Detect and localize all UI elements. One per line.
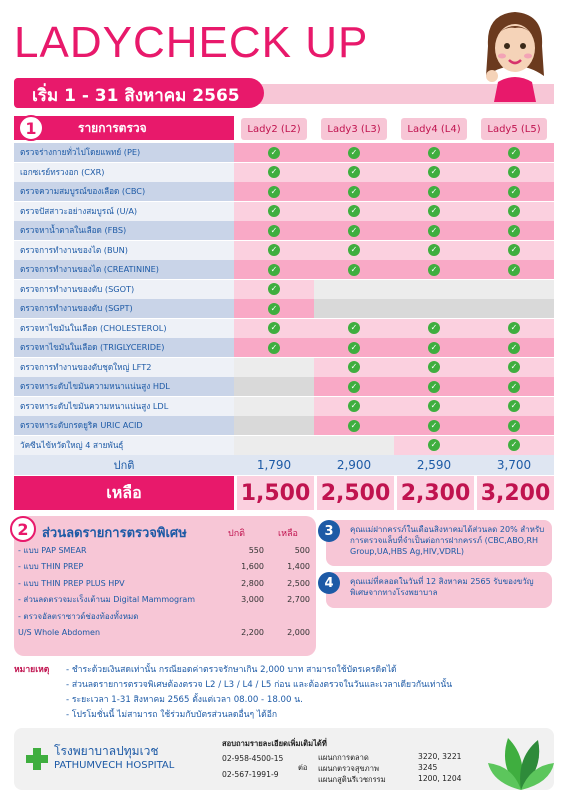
sale-price-l5: 3,200 <box>474 476 554 510</box>
table-row <box>14 280 554 299</box>
sale-price-l2: 1,500 <box>234 476 314 510</box>
check-icon: ✓ <box>268 264 280 276</box>
check-icon: ✓ <box>428 244 440 256</box>
row-cell <box>474 182 554 201</box>
row-cell <box>234 221 314 240</box>
check-icon: ✓ <box>508 439 520 451</box>
row-label: ตรวจร่างกายทั่วไปโดยแพทย์ (PE) <box>14 143 234 162</box>
row-cell <box>314 338 394 357</box>
special-item-normal: 2,800 <box>241 578 264 588</box>
row-cell <box>234 260 314 279</box>
check-icon: ✓ <box>268 322 280 334</box>
check-icon: ✓ <box>508 264 520 276</box>
check-icon: ✓ <box>348 381 360 393</box>
row-label: ตรวจความสมบูรณ์ของเลือด (CBC) <box>14 182 234 201</box>
row-cell <box>314 202 394 221</box>
check-icon: ✓ <box>268 166 280 178</box>
row-cell <box>474 280 554 299</box>
special-item-normal: 550 <box>248 545 264 555</box>
row-cell <box>234 241 314 260</box>
check-icon: ✓ <box>508 322 520 334</box>
row-cell <box>474 260 554 279</box>
row-cell <box>394 260 474 279</box>
row-cell <box>234 416 314 435</box>
row-cell <box>234 182 314 201</box>
row-cell <box>394 241 474 260</box>
row-label: ตรวจหาน้ำตาลในเลือด (FBS) <box>14 221 234 240</box>
row-label: ตรวจหาไขมันในเลือด (TRIGLYCERIDE) <box>14 338 234 357</box>
hospital-name-en: PATHUMVECH HOSPITAL <box>54 760 175 771</box>
dept-ext: 3220, 3221 <box>418 752 462 761</box>
row-cell <box>394 397 474 416</box>
special-item-normal: 2,200 <box>241 628 264 637</box>
row-cell <box>234 163 314 182</box>
hospital-name-th: โรงพยาบาลปทุมเวช <box>54 744 159 758</box>
note-line: - โปรโมชั่นนี้ ไม่สามารถ ใช้ร่วมกับบัตรส่วนลดอื่นๆ ได้อีก <box>66 710 278 720</box>
row-cell <box>314 319 394 338</box>
sale-price-l4: 2,300 <box>394 476 474 510</box>
normal-price-l4: 2,590 <box>416 458 452 472</box>
row-label: ตรวจหาระดับไขมันความหนาแน่นสูง HDL <box>14 377 234 396</box>
section-number-3: 3 <box>318 520 340 542</box>
check-icon: ✓ <box>348 361 360 373</box>
row-cell <box>314 436 394 455</box>
row-label: ตรวจปัสสาวะอย่างสมบูรณ์ (U/A) <box>14 202 234 221</box>
table-row <box>14 358 554 377</box>
row-cell <box>234 202 314 221</box>
phone-2[interactable]: 02-567-1991-9 <box>222 770 279 779</box>
normal-label: ปกติ <box>113 459 135 472</box>
note-line: - ชำระด้วยเงินสดเท่านั้น กรณียอดค่าตรวจรักษาเกิน 2,000 บาท สามารถใช้บัตรเครดิตได้ <box>66 665 397 675</box>
row-cell <box>234 319 314 338</box>
row-cell <box>474 143 554 162</box>
row-cell <box>394 377 474 396</box>
row-label: ตรวจหาระดับไขมันความหนาแน่นสูง LDL <box>14 397 234 416</box>
row-cell <box>474 358 554 377</box>
note-line: - ส่วนลดรายการตรวจพิเศษต้องตรวจ L2 / L3 / L4 / L5 ก่อน และต้องตรวจในวันและเวลาเดียวกันเท่านั้น <box>66 680 453 690</box>
row-cell <box>394 280 474 299</box>
row-cell <box>234 377 314 396</box>
special-col-sale: เหลือ <box>278 529 298 539</box>
check-icon: ✓ <box>428 439 440 451</box>
check-icon: ✓ <box>268 205 280 217</box>
check-icon: ✓ <box>508 400 520 412</box>
row-cell <box>394 319 474 338</box>
special-item-name: - แบบ PAP SMEAR <box>18 545 87 555</box>
row-cell <box>474 299 554 318</box>
row-cell <box>234 143 314 162</box>
special-item-name: - ส่วนลดตรวจมะเร็งเต้านม Digital Mammogram <box>18 595 196 604</box>
table-row <box>14 436 554 455</box>
special-item-sale: 2,700 <box>287 595 310 604</box>
list-item <box>18 542 310 558</box>
hospital-cross-icon <box>26 748 48 770</box>
check-icon: ✓ <box>348 225 360 237</box>
check-icon: ✓ <box>508 147 520 159</box>
lady-illustration-icon <box>480 6 550 102</box>
row-label: ตรวจการทำงานของไต (BUN) <box>14 241 234 260</box>
check-icon: ✓ <box>348 205 360 217</box>
promo-3-box <box>326 520 552 566</box>
row-label: ตรวจการทำงานของตับ (SGOT) <box>14 280 234 299</box>
row-cell <box>394 416 474 435</box>
table-row <box>14 416 554 435</box>
col-header-l3: Lady3 (L3) <box>321 118 387 140</box>
row-cell <box>474 397 554 416</box>
row-cell <box>314 358 394 377</box>
check-icon: ✓ <box>428 205 440 217</box>
table-row <box>14 338 554 357</box>
row-cell <box>474 338 554 357</box>
col-header-l5: Lady5 (L5) <box>481 118 547 140</box>
check-icon: ✓ <box>508 186 520 198</box>
table-row <box>14 377 554 396</box>
check-icon: ✓ <box>508 342 520 354</box>
row-cell <box>314 241 394 260</box>
table-row <box>14 182 554 201</box>
title-checkup: CHECK UP <box>132 18 369 67</box>
special-item-name: U/S Whole Abdomen <box>18 628 101 637</box>
row-label: ตรวจการทำงานของตับ (SGPT) <box>14 299 234 318</box>
check-icon: ✓ <box>268 303 280 315</box>
row-cell <box>474 202 554 221</box>
row-cell <box>314 377 394 396</box>
list-item <box>18 575 310 591</box>
row-label: เอกซเรย์ทรวงอก (CXR) <box>14 163 234 182</box>
check-icon: ✓ <box>428 420 440 432</box>
check-icon: ✓ <box>428 186 440 198</box>
special-item-name: - แบบ THIN PREP PLUS HPV <box>18 578 125 588</box>
check-icon: ✓ <box>348 264 360 276</box>
row-cell <box>474 377 554 396</box>
table-row <box>14 221 554 240</box>
special-item-sale: 500 <box>294 545 310 555</box>
special-item-sale: 2,000 <box>287 628 310 637</box>
row-cell <box>394 436 474 455</box>
table-row <box>14 143 554 162</box>
special-item-sale: 1,400 <box>287 562 310 571</box>
row-cell <box>314 299 394 318</box>
row-cell <box>394 143 474 162</box>
date-range: เริ่ม 1 - 31 สิงหาคม 2565 <box>14 78 264 108</box>
check-icon: ✓ <box>508 381 520 393</box>
check-icon: ✓ <box>268 225 280 237</box>
row-cell <box>474 436 554 455</box>
check-icon: ✓ <box>508 420 520 432</box>
check-icon: ✓ <box>348 420 360 432</box>
special-title: ส่วนลดรายการตรวจพิเศษ <box>42 526 187 541</box>
row-label: ตรวจหาไขมันในเลือด (CHOLESTEROL) <box>14 319 234 338</box>
row-cell <box>314 163 394 182</box>
row-cell <box>394 202 474 221</box>
dept-name: แผนกการตลาด <box>318 753 369 762</box>
row-label: วัคซีนไข้หวัดใหญ่ 4 สายพันธุ์ <box>14 436 234 455</box>
special-item-name: - แบบ THIN PREP <box>18 562 84 571</box>
dept-name: แผนกตรวจสุขภาพ <box>318 764 379 773</box>
list-item <box>18 559 310 575</box>
row-cell <box>474 163 554 182</box>
check-icon: ✓ <box>428 361 440 373</box>
check-icon: ✓ <box>508 225 520 237</box>
row-cell <box>314 221 394 240</box>
table-header-label <box>14 116 234 140</box>
row-cell <box>314 280 394 299</box>
row-cell <box>474 221 554 240</box>
special-item-name: - ตรวจอัลตราซาวด์ช่องท้องทั้งหมด <box>18 611 139 621</box>
promo-3-text: คุณแม่ฝากครรภ์ในเดือนสิงหาคมได้ส่วนลด 20% สำหรับการตรวจแล็บที่จำเป็นต่อการฝากครรภ์ (CBC,ABO,RH Group,UA,HBS Ag,HIV,VDRL) <box>350 525 545 556</box>
check-icon: ✓ <box>268 283 280 295</box>
row-label: ตรวจการทำงานของตับชุดใหญ่ LFT2 <box>14 358 234 377</box>
row-cell <box>314 397 394 416</box>
check-icon: ✓ <box>428 225 440 237</box>
dept-ext: 3245 <box>418 763 438 772</box>
col-header-l2: Lady2 (L2) <box>241 118 307 140</box>
row-cell <box>314 143 394 162</box>
page-title <box>14 18 368 68</box>
dept-name: แผนกสูตินรีเวชกรรม <box>318 775 386 784</box>
label-header-text: รายการตรวจ <box>78 120 147 135</box>
table-row <box>14 319 554 338</box>
check-icon: ✓ <box>428 322 440 334</box>
leaf-decoration-icon <box>488 728 554 790</box>
row-cell <box>474 241 554 260</box>
check-icon: ✓ <box>508 361 520 373</box>
list-item <box>18 592 310 608</box>
normal-price-l5: 3,700 <box>496 458 532 472</box>
row-cell <box>394 299 474 318</box>
special-col-normal: ปกติ <box>228 529 246 539</box>
special-item-normal: 1,600 <box>241 562 264 571</box>
row-cell <box>394 221 474 240</box>
row-cell <box>234 358 314 377</box>
title-lady: LADY <box>14 18 133 67</box>
check-icon: ✓ <box>428 400 440 412</box>
check-icon: ✓ <box>268 147 280 159</box>
check-icon: ✓ <box>348 147 360 159</box>
row-cell <box>394 163 474 182</box>
special-item-normal: 3,000 <box>241 595 264 604</box>
check-icon: ✓ <box>428 147 440 159</box>
normal-price-row <box>14 455 554 475</box>
ext-label: ต่อ <box>298 763 308 772</box>
row-cell <box>314 182 394 201</box>
list-item <box>18 625 310 641</box>
row-cell <box>234 338 314 357</box>
check-icon: ✓ <box>348 166 360 178</box>
inquiry-label: สอบถามรายละเอียดเพิ่มเติมได้ที่ <box>222 739 327 748</box>
check-icon: ✓ <box>348 186 360 198</box>
check-icon: ✓ <box>428 264 440 276</box>
check-icon: ✓ <box>428 166 440 178</box>
row-cell <box>234 436 314 455</box>
row-cell <box>474 416 554 435</box>
row-label: ตรวจการทำงานของไต (CREATININE) <box>14 260 234 279</box>
check-icon: ✓ <box>268 244 280 256</box>
table-row <box>14 163 554 182</box>
table-row <box>14 299 554 318</box>
list-item <box>18 608 310 624</box>
row-cell <box>314 260 394 279</box>
section-number-4: 4 <box>318 572 340 594</box>
table-row <box>14 260 554 279</box>
sale-price-l3: 2,500 <box>314 476 394 510</box>
table-row <box>14 202 554 221</box>
special-item-sale: 2,500 <box>287 578 310 588</box>
row-cell <box>314 416 394 435</box>
row-cell <box>474 319 554 338</box>
promo-4-text: คุณแม่ที่คลอดในวันที่ 12 สิงหาคม 2565 รับของขวัญพิเศษจากทางโรงพยาบาล <box>350 577 534 597</box>
normal-price-l3: 2,900 <box>336 458 372 472</box>
row-cell <box>394 338 474 357</box>
row-label: ตรวจหาระดับกรดยูริค URIC ACID <box>14 416 234 435</box>
section-number-2: 2 <box>10 516 36 542</box>
table-row <box>14 397 554 416</box>
row-cell <box>234 299 314 318</box>
row-cell <box>234 280 314 299</box>
normal-price-l2: 1,790 <box>256 458 292 472</box>
check-icon: ✓ <box>508 166 520 178</box>
check-icon: ✓ <box>348 342 360 354</box>
row-cell <box>234 397 314 416</box>
check-icon: ✓ <box>508 205 520 217</box>
check-icon: ✓ <box>268 342 280 354</box>
table-row <box>14 241 554 260</box>
check-icon: ✓ <box>428 381 440 393</box>
promo-4-box <box>326 572 552 608</box>
note-line: - ระยะเวลา 1-31 สิงหาคม 2565 ตั้งแต่เวลา 08.00 - 18.00 น. <box>66 695 303 705</box>
sale-price-row <box>14 476 554 510</box>
row-cell <box>394 358 474 377</box>
section-number-1: 1 <box>18 115 44 141</box>
check-icon: ✓ <box>268 186 280 198</box>
check-icon: ✓ <box>348 244 360 256</box>
dept-ext: 1200, 1204 <box>418 774 462 783</box>
check-icon: ✓ <box>348 322 360 334</box>
check-icon: ✓ <box>348 400 360 412</box>
check-icon: ✓ <box>428 342 440 354</box>
notes-heading: หมายเหตุ <box>14 665 50 675</box>
phone-1[interactable]: 02-958-4500-15 <box>222 754 284 763</box>
sale-label: เหลือ <box>14 476 234 510</box>
row-cell <box>394 182 474 201</box>
check-icon: ✓ <box>508 244 520 256</box>
col-header-l4: Lady4 (L4) <box>401 118 467 140</box>
